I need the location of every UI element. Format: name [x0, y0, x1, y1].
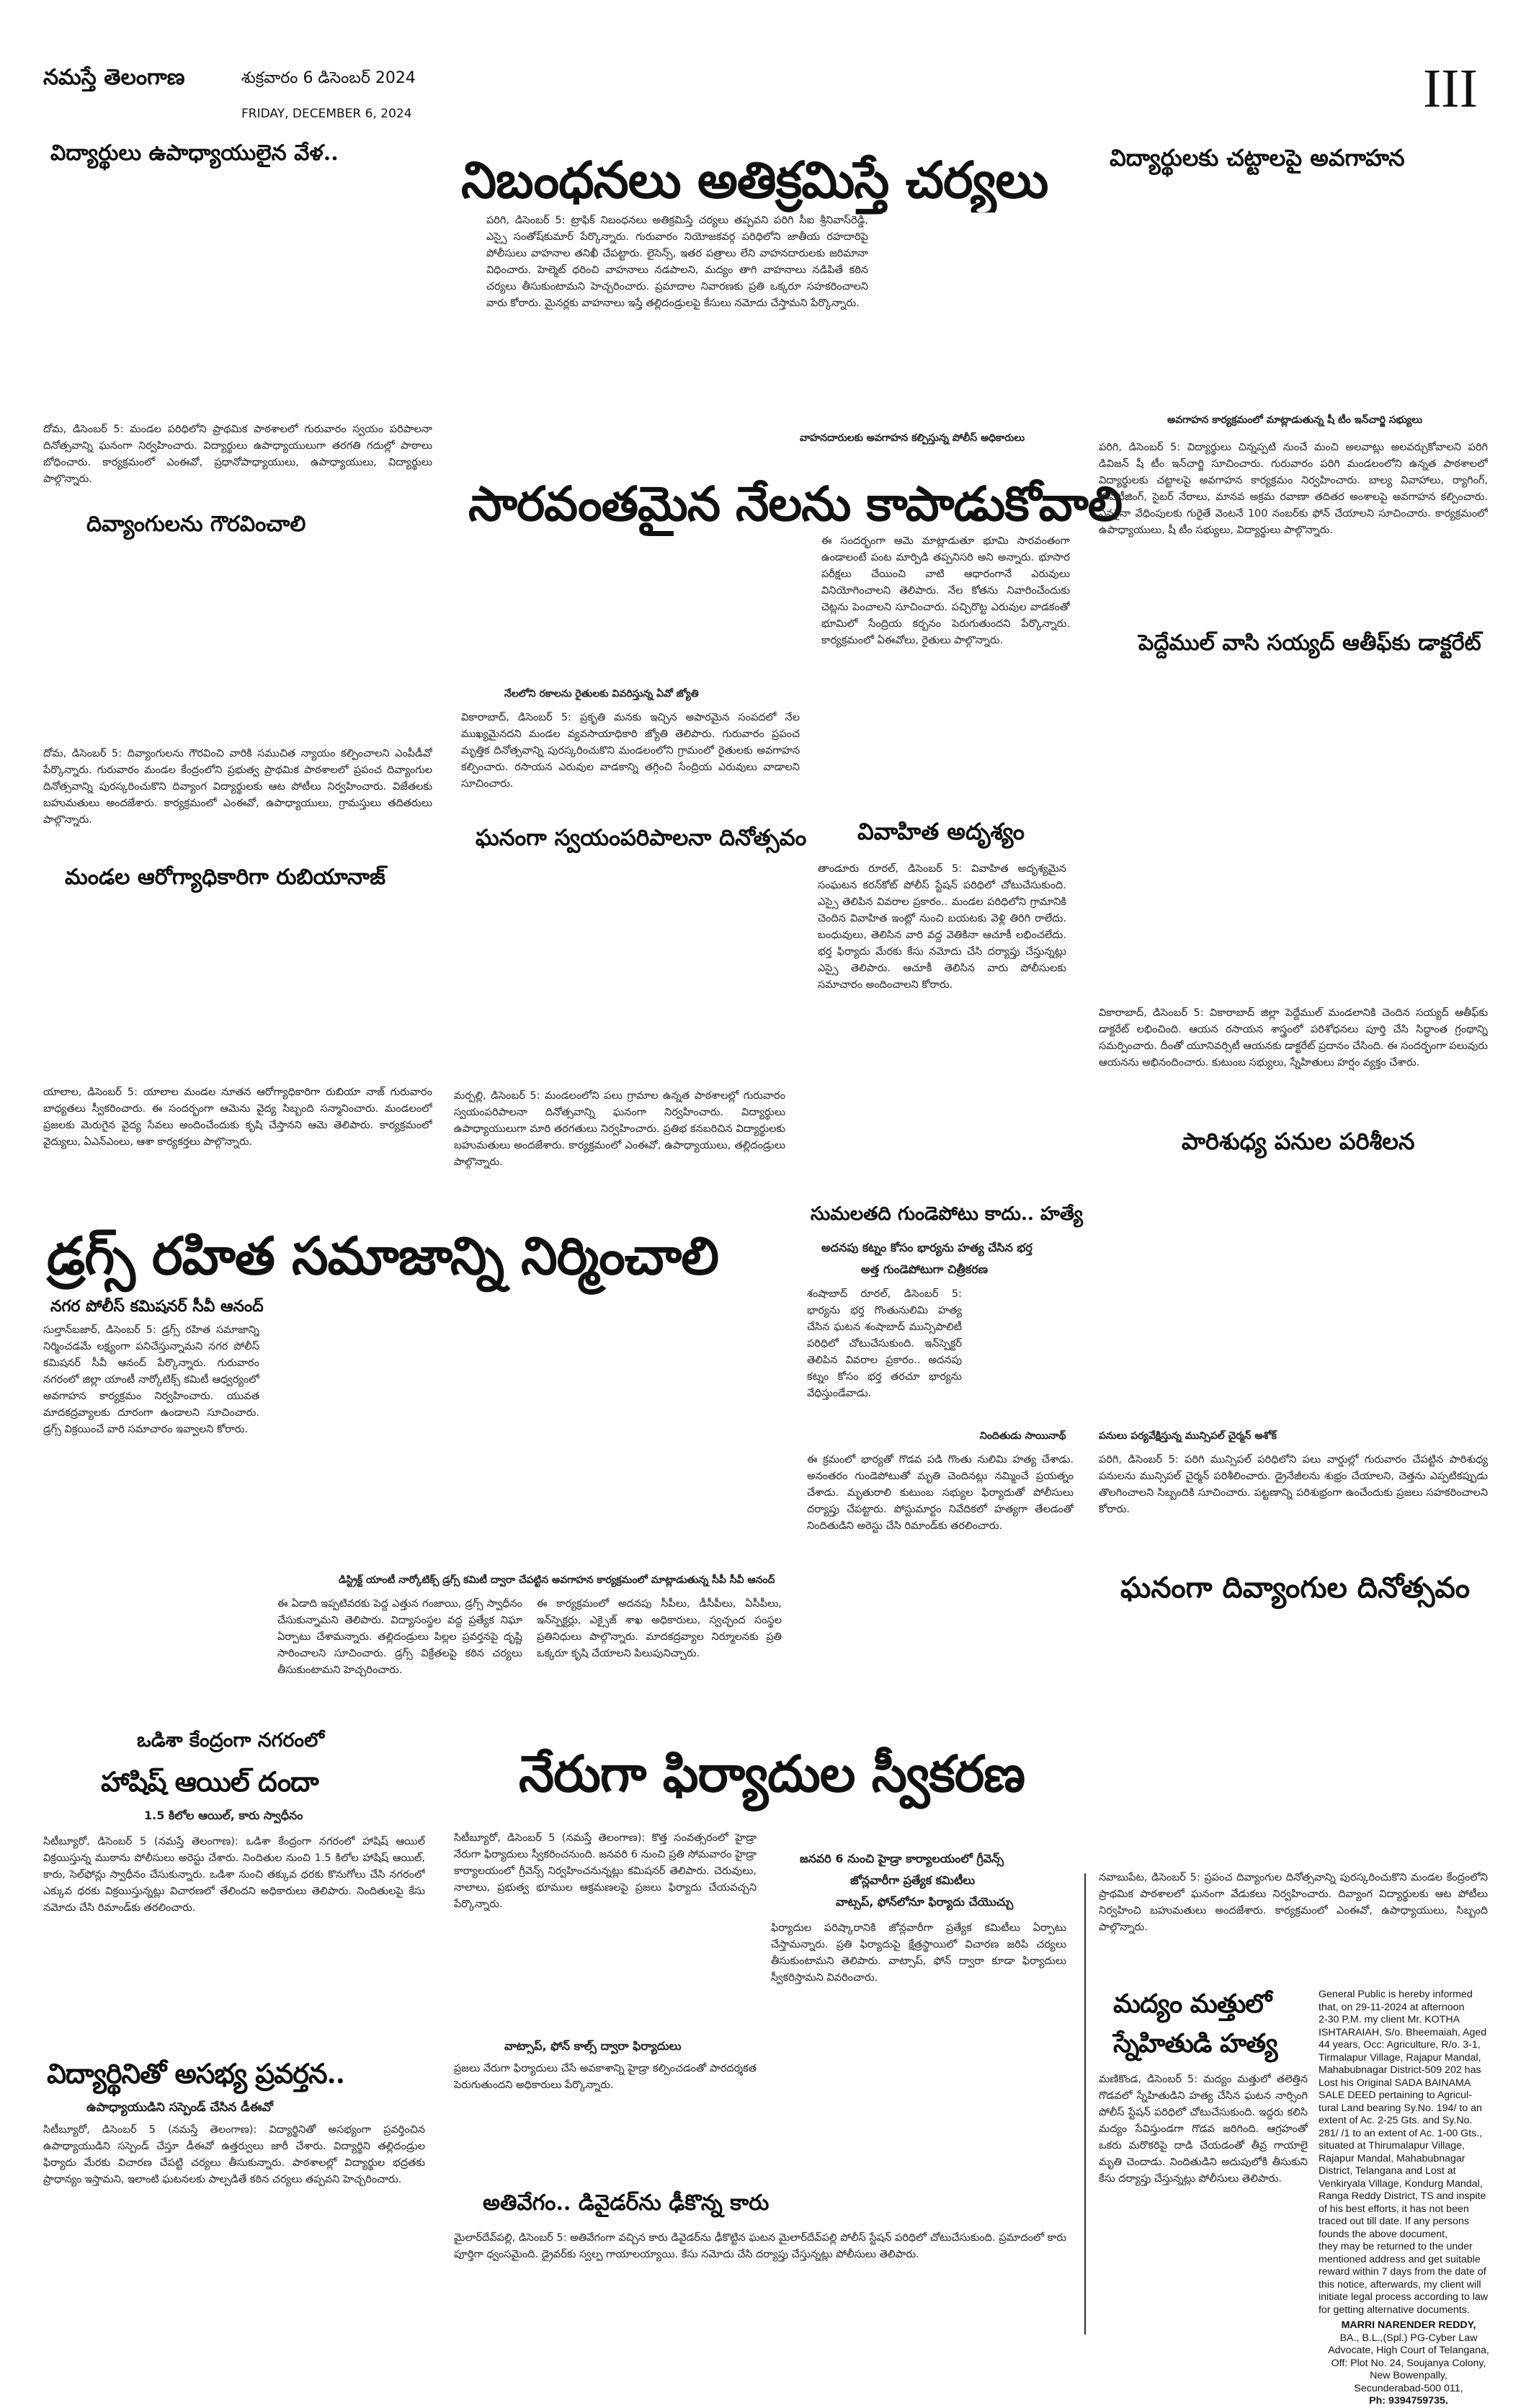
article-body: యాలాల, డిసెంబర్ 5: యాలాల మండల నూతన ఆరోగ్యాధికారిగా రుబియా నాజ్ గురువారం బాధ్యతలు స్వీకరించారు. ఈ సందర్భంగా ఆమెను వైద్య సిబ్బంది సన్మానించారు. మండలంలో ప్రజలకు మెరుగైన వైద్య సేవలు అందించేందుకు కృషి చేస్తానని ఆమె తెలిపారు. కార్యక్రమంలో వైద్యులు, ఏఎన్‌ఎంలు, ఆశా కార్యకర్తలు పాల్గొన్నారు. — [43, 1087, 432, 1148]
notice-line: Venkiryala Village, Kondurg Mandal, — [1319, 2177, 1483, 2190]
headline: స్నేహితుడి హత్య — [1113, 2028, 1277, 2059]
sub-headline: ఉపాధ్యాయుడిని సస్పెండ్ చేసిన డీఈవో — [86, 2100, 274, 2115]
sub-headline: జోన్లవారీగా ప్రత్యేక కమిటీలు — [850, 1873, 976, 1887]
photo — [1099, 666, 1488, 998]
notice-line: 281/ /1 to an extent of Ac. 1-00 Gts., — [1319, 2127, 1483, 2139]
headline: నిబంధనలు అతిక్రమిస్తే చర్యలు — [461, 150, 1048, 210]
column-rule — [1084, 1873, 1086, 2335]
photo — [1099, 187, 1488, 403]
notice-line: Ranga Reddy District, TS and inspite — [1319, 2190, 1486, 2202]
article-body: మణికొండ, డిసెంబర్ 5: మద్యం మత్తులో తలెత్తిన గొడవలో స్నేహితుడిని హత్య చేసిన ఘటన నార్సింగి పోలీస్ స్టేషన్ పరిధిలో చోటుచేసుకుంది. ఇద్దరు కలిసి మద్యం సేవిస్తుండగా గొడవ జరిగింది. ఆగ్రహంతో ఒకరు మరొకరిపై దాడి చేయడంతో తీవ్ర గాయాలై మృతి చెందాడు. నిందితుడిని అదుపులోకి తీసుకుని కేసు దర్యాప్తు చేస్తున్నట్లు పోలీసులు తెలిపారు. — [1099, 2074, 1308, 2185]
notice-line: Rajapur Mandal, Mahabubnagar — [1319, 2152, 1466, 2164]
notice-line: tural Land bearing Sy.No. 194/ to an — [1319, 2102, 1482, 2114]
article-body: ఈ సందర్భంగా ఆమె మాట్లాడుతూ భూమి సారవంతంగా ఉండాలంటే పంట మార్పిడి తప్పనిసరి అని అన్నారు. భూసార పరీక్షలు చేయించి వాటి ఆధారంగానే ఎరువులు వినియోగించాలని తెలిపారు. నేల కోతను నివారించేందుకు చెట్లను పెంచాలని సూచించారు. పచ్చిరొట్ట ఎరువుల వాడకంతో భూమిలో సేంద్రియ కర్బనం పెరుగుతుందని పేర్కొన్నారు. కార్యక్రమంలో ఏఈవోలు, రైతులు పాల్గొన్నారు. — [821, 535, 1070, 646]
headline: అతివేగం.. డివైడర్‌ను ఢీకొన్న కారు — [483, 2190, 770, 2216]
headline: పెద్దేముల్ వాసి సయ్యద్ ఆతీఫ్‌కు డాక్టరేట్ — [1138, 630, 1481, 656]
headline: ఘనంగా దివ్యాంగుల దినోత్సవం — [1120, 1571, 1471, 1605]
notice-line: General Public is hereby informed — [1319, 1989, 1473, 2000]
notice-line: situated at Thirumalapur Village, — [1319, 2140, 1465, 2151]
notice-line: Mahabubnagar District-509 202 has — [1319, 2064, 1481, 2076]
headline: హాషిష్ ఆయిల్ దందా — [101, 1765, 318, 1798]
photo — [277, 1322, 778, 1567]
photo — [969, 1286, 1077, 1423]
notice-line: they may be returned to the under — [1319, 2241, 1473, 2252]
notice-line: mentioned address and get suitable — [1319, 2253, 1481, 2265]
photo — [454, 861, 785, 1074]
sub-headline: వాట్సప్, ఫోన్‌లోనూ ఫిర్యాదు చేయొచ్చు — [836, 1895, 1014, 1909]
notice-signature-line: New Bowenpally, — [1370, 2370, 1447, 2381]
headline: మద్యం మత్తులో — [1113, 1989, 1272, 2019]
article-body: సిటీబ్యూరో, డిసెంబర్ 5 (నమస్తే తెలంగాణ): ఒడిశా కేంద్రంగా నగరంలో హాషిష్ ఆయిల్ విక్రయిస్తున్న ముఠాను పోలీసులు అరెస్టు చేశారు. నిందితుల నుంచి 1.5 కిలోల హాషిష్ ఆయిల్, కారు, సెల్‌ఫోన్లు స్వాధీనం చేసుకున్నారు. ఒడిశా నుంచి తక్కువ ధరకు కొనుగోలు చేసి నగరంలో ఎక్కువ ధరకు విక్రయిస్తున్నట్లు విచారణలో తేలిందని అధికారులు తెలిపారు. నిందితులపై కేసు నమోదు చేసి రిమాండ్‌కు తరలించారు. — [43, 1836, 425, 1914]
paper-name: నమస్తే తెలంగాణ — [43, 65, 185, 90]
notice-signature-line: BA., B.L.,(Spl.) PG-Cyber Law — [1339, 2332, 1478, 2344]
article-body: పరిగి, డిసెంబర్ 5: విద్యార్థులు చిన్నప్పటి నుంచే మంచి అలవాట్లు అలవర్చుకోవాలని పరిగి డివిజన్ షీ టీం ఇన్‌చార్జి సూచించారు. గురువారం పరిగి మండలంలోని ఉన్నత పాఠశాలలో విద్యార్థులకు చట్టాలపై అవగాహన కార్యక్రమం నిర్వహించారు. బాల్య వివాహాలు, ర్యాగింగ్, ఈవ్‌టీజింగ్, సైబర్ నేరాలు, మానవ అక్రమ రవాణా తదితర అంశాలపై అవగాహన కల్పించారు. ఎవరైనా వేధింపులకు గురైతే వెంటనే 100 నంబర్‌కు ఫోన్ చేయాలని సూచించారు. కార్యక్రమంలో ఉపాధ్యాయులు, షీ టీం సభ్యులు, విద్యార్థులు పాల్గొన్నారు. — [1099, 442, 1488, 536]
photo — [1099, 1167, 1488, 1423]
headline: నేరుగా ఫిర్యాదుల స్వీకరణ — [519, 1744, 1025, 1803]
notice-signature-line: Off: Plot No. 24, Soujanya Colony, — [1331, 2357, 1486, 2369]
photo-caption: నేలలోని రకాలను రైతులకు వివరిస్తున్న ఏవో జ్యోతి — [504, 688, 699, 700]
photo — [1099, 1621, 1488, 1855]
article-body: ఈ క్రమంలో భార్యతో గొడవ పడి గొంతు నులిమి హత్య చేశాడు. అనంతరం గుండెపోటుతో మృతి చెందినట్లు నమ్మించే ప్రయత్నం చేశాడు. మృతురాలి కుటుంబ సభ్యుల ఫిర్యాదుతో పోలీసులు దర్యాప్తు చేపట్టారు. పోస్టుమార్టం నివేదికలో హత్యగా తేలడంతో నిందితుడిని అరెస్టు చేసి రిమాండ్‌కు తరలించారు. — [807, 1454, 1074, 1532]
photo — [43, 901, 432, 1077]
article-body: తాండూరు రూరల్, డిసెంబర్ 5: వివాహిత అదృశ్యమైన సంఘటన కరన్‌కోట్ పోలీస్ స్టేషన్ పరిధిలో చోటుచేసుకుంది. ఎస్సై తెలిపిన వివరాల ప్రకారం.. మండల పరిధిలోని గ్రామానికి చెందిన వివాహిత ఇంట్లో నుంచి బయటకు వెళ్లి తిరిగి రాలేదు. బంధువులు, తెలిసిన వారి వద్ద వెతికినా ఆచూకీ లభించలేదు. భర్త ఫిర్యాదు మేరకు కేసు నమోదు చేసి దర్యాప్తు చేస్తున్నట్లు ఎస్సై తెలిపారు. ఆచూకీ తెలిసిన వారు పోలీసులకు సమాచారం అందించాలని కోరారు. — [818, 863, 1066, 991]
photo-caption: అవగాహన కార్యక్రమంలో మాట్లాడుతున్న షీ టీం ఇన్‌చార్జి సభ్యులు — [1167, 414, 1423, 426]
headline: వివాహిత అదృశ్యం — [857, 818, 1025, 845]
notice-line: founds the above document, — [1319, 2228, 1448, 2240]
notice-line: this notice, afterwards, my client will — [1319, 2278, 1481, 2291]
notice-line: of his best efforts, it has not been — [1319, 2203, 1469, 2215]
article-body: సిటీబ్యూరో, డిసెంబర్ 5 (నమస్తే తెలంగాణ): విద్యార్థినితో అసభ్యంగా ప్రవర్తించిన ఉపాధ్యాయుడిని సస్పెండ్ చేస్తూ డీఈవో ఉత్తర్వులు జారీ చేశారు. విద్యార్థిని తల్లిదండ్రుల ఫిర్యాదు మేరకు విచారణ చేపట్టి చర్యలు తీసుకున్నారు. పాఠశాలల్లో విద్యార్థుల భద్రతకు ప్రాధాన్యం ఇస్తామని, ఇలాంటి ఘటనలకు పాల్పడితే కఠిన చర్యలు తప్పవని హెచ్చరించారు. — [43, 2124, 425, 2185]
headline: సుమలతది గుండెపోటు కాదు.. హత్యే — [811, 1203, 1083, 1225]
article-body: ఫిర్యాదుల పరిష్కారానికి జోన్లవారీగా ప్రత్యేక కమిటీలు ఏర్పాటు చేస్తామన్నారు. ప్రతి ఫిర్యాదుపై క్షేత్రస్థాయిలో విచారణ జరిపి చర్యలు తీసుకుంటామని తెలిపారు. వాట్సాప్, ఫోన్ ద్వారా కూడా ఫిర్యాదులు స్వీకరిస్తామని వివరించారు. — [771, 1922, 1066, 1984]
photo — [43, 180, 432, 414]
legal-notice — [1319, 1989, 1499, 2408]
headline: ఘనంగా స్వయంపరిపాలనా దినోత్సవం — [476, 825, 807, 851]
notice-line: reward within 7 days from the date of — [1319, 2266, 1486, 2278]
article-body: దోమ, డిసెంబర్ 5: దివ్యాంగులను గౌరవించి వారికి సముచిత న్యాయం కల్పించాలని ఎంపీడీవో పేర్కొన్నారు. గురువారం మండల కేంద్రంలోని ప్రభుత్వ ప్రాథమిక పాఠశాలలో ప్రపంచ దివ్యాంగుల దినోత్సవాన్ని పురస్కరించుకొని దివ్యాంగ విద్యార్థులకు ఆట పోటీలు నిర్వహించారు. విజేతలకు బహుమతులు అందజేశారు. కార్యక్రమంలో ఎంఈవో, ఉపాధ్యాయులు, గ్రామస్తులు తదితరులు పాల్గొన్నారు. — [43, 748, 432, 826]
notice-line: that, on 29-11-2024 at afternoon — [1319, 2001, 1465, 2013]
photo — [43, 548, 432, 739]
date-english: FRIDAY, DECEMBER 6, 2024 — [241, 107, 412, 121]
photo — [454, 537, 800, 677]
headline: సారవంతమైన నేలను కాపాడుకోవాలి — [468, 476, 1123, 532]
notice-line: for getting alternative documents. — [1319, 2304, 1470, 2316]
article-body: సుల్తాన్‌బజార్, డిసెంబర్ 5: డ్రగ్స్ రహిత సమాజాన్ని నిర్మించడమే లక్ష్యంగా పనిచేస్తున్నామని నగర పోలీస్ కమిషనర్ సీవీ ఆనంద్ పేర్కొన్నారు. గురువారం నగరంలో జిల్లా యాంటీ నార్కోటిక్స్ కమిటీ ఆధ్వర్యంలో అవగాహన కార్యక్రమం నిర్వహించారు. యువత మాదకద్రవ్యాలకు దూరంగా ఉండాలని సూచించారు. డ్రగ్స్ విక్రయించే వారి సమాచారం ఇవ్వాలని కోరారు. — [43, 1324, 259, 1435]
headline: పారిశుధ్య పనుల పరిశీలన — [1182, 1128, 1415, 1155]
photo-caption: నిందితుడు సాయినాథ్ — [980, 1430, 1066, 1442]
notice-signature-line: Advocate, High Court of Telangana, — [1328, 2345, 1489, 2356]
headline: డ్రగ్స్ రహిత సమాజాన్ని నిర్మించాలి — [47, 1225, 718, 1286]
notice-line: District, Telangana and Lost at — [1319, 2165, 1456, 2177]
sub-headline: వాట్సాప్, ఫోన్ కాల్స్ ద్వారా ఫిర్యాదులు — [504, 2039, 682, 2053]
headline: విద్యార్థులు ఉపాధ్యాయులైన వేళ.. — [50, 141, 339, 166]
photo-caption: పనులు పర్యవేక్షిస్తున్న మున్సిపల్ చైర్మన్ అశోక్ — [1099, 1430, 1277, 1442]
photo — [883, 213, 1063, 425]
notice-line: 44 years, Occ: Agriculture, R/o. 3-1, — [1319, 2039, 1481, 2051]
sub-headline: జనవరి 6 నుంచి హైడ్రా కార్యాలయంలో గ్రీవెన్స్ — [800, 1852, 1004, 1865]
article-body: ఈ ఏడాది ఇప్పటివరకు పెద్ద ఎత్తున గంజాయి, డ్రగ్స్ స్వాధీనం చేసుకున్నామని తెలిపారు. విద్యాసంస్థల వద్ద ప్రత్యేక నిఘా ఏర్పాటు చేశామన్నారు. తల్లిదండ్రులు పిల్లల ప్రవర్తనపై దృష్టి సారించాలని సూచించారు. డ్రగ్స్ విక్రేతలపై కఠిన చర్యలు తీసుకుంటామని హెచ్చరించారు. — [277, 1598, 522, 1676]
article-body: వికారాబాద్, డిసెంబర్ 5: వికారాబాద్ జిల్లా పెద్దేముల్ మండలానికి చెందిన సయ్యద్ ఆతీఫ్‌కు డాక్టరేట్ లభించింది. ఆయన రసాయన శాస్త్రంలో పరిశోధనలు పూర్తి చేసి సిద్ధాంత గ్రంథాన్ని సమర్పించారు. దీంతో యూనివర్సిటీ ఆయనకు డాక్టరేట్ ప్రదానం చేసింది. ఈ సందర్భంగా పలువురు ఆయనను అభినందించారు. కుటుంబ సభ్యులు, స్నేహితులు హర్షం వ్యక్తం చేశారు. — [1099, 1007, 1488, 1069]
notice-signature-line: Secunderabad-500 011, — [1354, 2382, 1463, 2394]
notice-signature-line: Ph: 9394759735. — [1369, 2395, 1448, 2407]
sub-headline: అత్త గుండెపోటుగా చిత్రీకరణ — [861, 1262, 988, 1276]
article-body: నవాబుపేట, డిసెంబర్ 5: ప్రపంచ దివ్యాంగుల దినోత్సవాన్ని పురస్కరించుకొని మండల కేంద్రంలోని ప్రాథమిక పాఠశాలలో ఘనంగా వేడుకలు నిర్వహించారు. దివ్యాంగ విద్యార్థులకు ఆట పోటీలు నిర్వహించి బహుమతులు అందజేశారు. కార్యక్రమంలో ఎంఈవో, ఉపాధ్యాయులు, సిబ్బంది పాల్గొన్నారు. — [1099, 1872, 1488, 1933]
article-body: దోమ, డిసెంబర్ 5: మండల పరిధిలోని ప్రాథమిక పాఠశాలలో గురువారం స్వయం పరిపాలనా దినోత్సవాన్ని ఘనంగా నిర్వహించారు. విద్యార్థులు ఉపాధ్యాయులుగా తరగతి గదుల్లో పాఠాలు బోధించారు. కార్యక్రమంలో ఎంఈవో, ప్రధానోపాధ్యాయులు, ఉపాధ్యాయులు, విద్యార్థులు పాల్గొన్నారు. — [43, 424, 432, 485]
article-body: పరిగి, డిసెంబర్ 5: ట్రాఫిక్ నిబంధనలు అతిక్రమిస్తే చర్యలు తప్పవని పరిగి సీఐ శ్రీనివాస్‌రెడ్డి, ఎస్సై సంతోష్‌కుమార్ పేర్కొన్నారు. గురువారం నియోజకవర్గ పరిధిలోని జాతీయ రహదారిపై పోలీసులు వాహనాల తనిఖీ చేపట్టారు. లైసెన్స్, ఇతర పత్రాలు లేని వాహనదారులకు జరిమానా విధించారు. హెల్మెట్ ధరించి వాహనాలు నడపాలని, మద్యం తాగి వాహనాలు నడిపితే కఠిన చర్యలు తీసుకుంటామని హెచ్చరించారు. ప్రమాదాల నివారణకు ప్రతి ఒక్కరూ సహకరించాలని వారు కోరారు. మైనర్లకు వాహనాలు ఇస్తే తల్లిదండ్రులపై కేసులు నమోదు చేస్తామని పేర్కొన్నారు. — [486, 215, 868, 309]
photo-caption: డిస్ట్రిక్ట్ యాంటీ నార్కోటిక్స్ డ్రగ్స్ కమిటీ ద్వారా చేపట్టిన అవగాహన కార్యక్రమంలో మాట్లాడుతున్న సీపీ సీవీ ఆనంద్ — [339, 1574, 775, 1586]
article-body: సిటీబ్యూరో, డిసెంబర్ 5 (నమస్తే తెలంగాణ): కొత్త సంవత్సరంలో హైడ్రా నేరుగా ఫిర్యాదులు స్వీకరించనుంది. జనవరి 6 నుంచి ప్రతి సోమవారం హైడ్రా కార్యాలయంలో గ్రీవెన్స్ నిర్వహించనున్నట్లు కమిషనర్ తెలిపారు. చెరువులు, నాలాలు, ప్రభుత్వ భూముల ఆక్రమణలపై ప్రజలు ఫిర్యాదు చేయవచ్చని పేర్కొన్నారు. — [454, 1832, 757, 1910]
article-body: వికారాబాద్, డిసెంబర్ 5: ప్రకృతి మనకు ఇచ్చిన అపారమైన సంపదలో నేల ముఖ్యమైనదని మండల వ్యవసాయాధికారి జ్యోతి తెలిపారు. గురువారం ప్రపంచ మృత్తిక దినోత్సవాన్ని పురస్కరించుకొని మండలంలోని గ్రామంలో రైతులకు అవగాహన కల్పించారు. రసాయన ఎరువుల వాడకాన్ని తగ్గించి సేంద్రియ ఎరువులు వాడాలని సూచించారు. — [461, 712, 800, 790]
notice-line: ISHTARAIAH, S/o. Bheemaiah, Aged — [1319, 2026, 1487, 2038]
notice-line: 2-30 P.M. my client Mr. KOTHA — [1319, 2014, 1460, 2025]
notice-line: extent of Ac. 2-25 Gts. and Sy.No. — [1319, 2115, 1473, 2126]
notice-line: Tirmalapur Village, Rajapur Mandal, — [1319, 2051, 1481, 2064]
date-telugu: శుక్రవారం 6 డిసెంబర్ 2024 — [241, 69, 416, 87]
article-body: పరిగి, డిసెంబర్ 5: పరిగి మున్సిపల్ పరిధిలోని పలు వార్డుల్లో గురువారం చేపట్టిన పారిశుధ్య పనులను మున్సిపల్ చైర్మన్ పరిశీలించారు. డ్రైనేజీలను శుభ్రం చేయాలని, చెత్తను ఎప్పటికప్పుడు తొలగించాలని సిబ్బందికి సూచించారు. పట్టణాన్ని పరిశుభ్రంగా ఉంచేందుకు ప్రజలు సహకరించాలని కోరారు. — [1099, 1454, 1488, 1515]
notice-line: Lost his Original SADA BAINAMA — [1319, 2077, 1471, 2089]
sub-headline: 1.5 కిలోల ఆయిల్, కారు స్వాధీనం — [144, 1809, 303, 1822]
headline: విద్యార్థినితో అసభ్య ప్రవర్తన.. — [47, 2057, 344, 2090]
notice-line: SALE DEED pertaining to Agricul- — [1319, 2090, 1472, 2101]
headline: దివ్యాంగులను గౌరవించాలి — [86, 512, 306, 537]
article-body: మైలార్‌దేవ్‌పల్లి, డిసెంబర్ 5: అతివేగంగా వచ్చిన కారు డివైడర్‌ను ఢీకొట్టిన ఘటన మైలార్‌దేవ్‌పల్లి పోలీస్ స్టేషన్ పరిధిలో చోటుచేసుకుంది. ప్రమాదంలో కారు పూర్తిగా ధ్వంసమైంది. డ్రైవర్‌కు స్వల్ప గాయాలయ్యాయి. కేసు నమోదు చేసి దర్యాప్తు చేస్తున్నట్లు పోలీసులు తెలిపారు. — [454, 2232, 1066, 2260]
headline: ఒడిశా కేంద్రంగా నగరంలో — [137, 1729, 324, 1752]
headline: మండల ఆరోగ్యాధికారిగా రుబియానాజ్ — [65, 865, 385, 890]
sub-headline: నగర పోలీస్ కమిషనర్ సీవీ ఆనంద్ — [50, 1297, 264, 1316]
notice-line: initiate legal process according to law — [1319, 2291, 1489, 2303]
article-body: ఈ కార్యక్రమంలో అదనపు సీపీలు, డీసీపీలు, ఏసీపీలు, ఇన్‌స్పెక్టర్లు, ఎక్సైజ్ శాఖ అధికారులు, స్వచ్ఛంద సంస్థల ప్రతినిధులు పాల్గొన్నారు. మాదకద్రవ్యాల నిర్మూలనకు ప్రతి ఒక్కరూ కృషి చేయాలని పిలుపునిచ్చారు. — [537, 1598, 782, 1659]
article-body: మర్పల్లి, డిసెంబర్ 5: మండలంలోని పలు గ్రామాల ఉన్నత పాఠశాలల్లో గురువారం స్వయంపరిపాలనా దినోత్సవాన్ని ఘనంగా నిర్వహించారు. విద్యార్థులు ఉపాధ్యాయులుగా మారి తరగతులు నిర్వహించారు. ప్రతిభ కనబరిచిన విద్యార్థులకు బహుమతులు అందజేశారు. కార్యక్రమంలో ఎంఈవో, ఉపాధ్యాయులు, తల్లిదండ్రులు పాల్గొన్నారు. — [454, 1090, 785, 1168]
article-body: శంషాబాద్ రూరల్, డిసెంబర్ 5: భార్యను భర్త గొంతునులిమి హత్య చేసిన ఘటన శంషాబాద్ మున్సిపాలిటీ పరిధిలో చోటుచేసుకుంది. ఇన్‌స్పెక్టర్ తెలిపిన వివరాల ప్రకారం.. అదనపు కట్నం కోసం భర్త తరచూ భార్యను వేధిస్తుండేవాడు. — [807, 1288, 962, 1399]
headline: విద్యార్థులకు చట్టాలపై అవగాహన — [1110, 144, 1405, 171]
article-body: ప్రజలు నేరుగా ఫిర్యాదులు చేసే అవకాశాన్ని హైడ్రా కల్పించడంతో పారదర్శకత పెరుగుతుందని అధికారులు పేర్కొన్నారు. — [454, 2063, 757, 2091]
sub-headline: అదనపు కట్నం కోసం భార్యను హత్య చేసిన భర్త — [821, 1241, 1032, 1254]
photo-caption: వాహనదారులకు అవగాహన కల్పిస్తున్న పోలీస్ అధికారులు — [800, 432, 1025, 444]
notice-line: traced out till date. If any persons — [1319, 2216, 1469, 2227]
page-number: III — [1423, 58, 1478, 119]
notice-signature-line: MARRI NARENDER REDDY, — [1341, 2319, 1476, 2331]
